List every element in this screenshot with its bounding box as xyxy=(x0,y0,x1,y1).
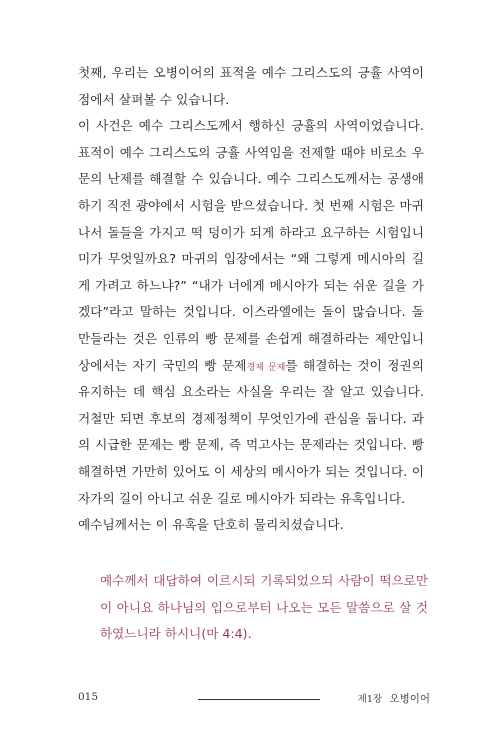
running-header xyxy=(358,691,430,706)
chapter-title: 오병이어 xyxy=(389,693,430,705)
body-line: 예수님께서는 이 유혹을 단호히 물리치셨습니다. xyxy=(78,517,344,533)
body-line: 하기 직전 광야에서 시험을 받으셨습니다. 첫 번째 시험은 마귀 xyxy=(78,197,424,213)
body-line-after-note: 를 해결하는 것이 정권의 xyxy=(285,357,424,373)
scripture-quote xyxy=(100,566,428,649)
footer-divider xyxy=(198,699,320,700)
body-line: 자가의 길이 아니고 쉬운 길로 메시아가 되라는 유혹입니다. xyxy=(78,490,406,506)
body-line: 의 시급한 문제는 빵 문제, 즉 먹고사는 문제라는 것입니다. 빵 xyxy=(78,437,424,453)
body-line: 미가 무엇일까요? 마귀의 입장에서는 “왜 그렇게 메시아의 길 xyxy=(78,251,424,267)
body-line: 표적이 예수 그리스도의 긍휼 사역임을 전제할 때야 비로소 우 xyxy=(78,144,424,160)
body-line: 문의 난제를 해결할 수 있습니다. 예수 그리스도께서는 공생애 xyxy=(78,171,424,187)
body-line: 나서 돌들을 가지고 떡 덩이가 되게 하라고 요구하는 시험입니 xyxy=(78,224,424,240)
body-line: 거철만 되면 후보의 경제정책이 무엇인가에 관심을 둡니다. 과 xyxy=(78,410,424,426)
body-line: 해결하면 가만히 있어도 이 세상의 메시아가 되는 것입니다. 이 xyxy=(78,463,424,479)
page-footer xyxy=(78,691,430,711)
body-text xyxy=(78,60,424,539)
inline-note: 경제 문제 xyxy=(246,362,286,373)
page-number: 015 xyxy=(78,691,99,703)
quote-line: 이 아니요 하나님의 입으로부터 나오는 모든 말씀으로 살 것 xyxy=(100,599,428,615)
body-line-with-note xyxy=(78,353,424,380)
body-line: 첫째, 우리는 오병이어의 표적을 예수 그리스도의 긍휼 사역이 xyxy=(78,65,424,80)
body-line: 유지하는 데 핵심 요소라는 사실을 우리는 잘 알고 있습니다. xyxy=(78,384,424,400)
body-line: 점에서 살펴볼 수 있습니다. xyxy=(78,91,230,107)
quote-line: 하였느니라 하시니(마 4:4). xyxy=(100,626,252,642)
body-line: 게 가려고 하느냐?” “내가 너에게 메시아가 되는 쉬운 길을 가 xyxy=(78,277,424,293)
body-line: 만들라는 것은 인류의 빵 문제를 손쉽게 해결하라는 제안입니 xyxy=(78,330,424,346)
body-line: 겠다”라고 말하는 것입니다. 이스라엘에는 돌이 많습니다. 돌 xyxy=(78,304,424,320)
quote-line: 예수께서 대답하여 이르시되 기록되었으되 사람이 떡으로만 xyxy=(100,573,428,588)
body-line-before-note: 상에서는 자기 국민의 빵 문제 xyxy=(78,357,247,373)
chapter-label: 제1장 xyxy=(357,694,383,705)
body-line: 이 사건은 예수 그리스도께서 행하신 긍휼의 사역이었습니다. xyxy=(78,118,424,134)
